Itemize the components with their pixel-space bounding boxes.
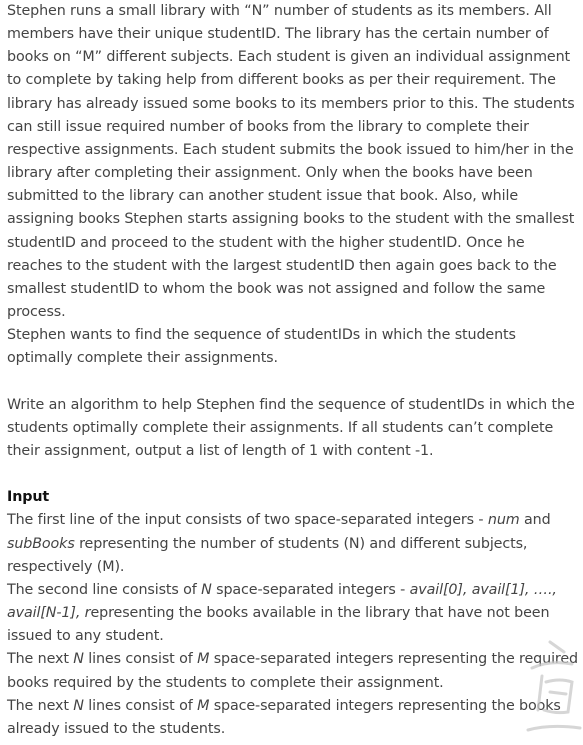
- variable: M: [197, 651, 210, 668]
- text: space-separated integers representing the books already issued to the students.: [7, 697, 561, 737]
- text: and: [519, 512, 551, 529]
- text: space-separated integers -: [211, 581, 410, 598]
- input-line-1: [7, 509, 581, 578]
- variable: N: [201, 581, 212, 598]
- variable: N: [73, 651, 84, 668]
- input-line-2: [7, 579, 581, 648]
- spacer: [7, 463, 581, 486]
- intro-paragraph-2: Stephen wants to find the sequence of studentIDs in which the students optimally complete their assignments.: [7, 327, 516, 367]
- variable: num: [487, 512, 520, 529]
- input-line-3: [7, 648, 581, 694]
- text: representing the number of students (N) and different subjects, respectively (M).: [7, 535, 528, 575]
- variable: N: [73, 697, 84, 714]
- text: lines consist of: [83, 651, 198, 668]
- text: The next: [7, 697, 74, 714]
- text: epresenting the books available in the library that have not been issued to any student.: [7, 605, 550, 645]
- input-heading: Input: [7, 489, 50, 506]
- spacer: [7, 371, 581, 394]
- problem-statement: [7, 0, 581, 741]
- variable: M: [197, 697, 210, 714]
- task-paragraph: Write an algorithm to help Stephen find the sequence of studentIDs in which the students optimally complete their assignments. If all students can’t complete their assignment, output a list of length of 1 with content -1.: [7, 396, 575, 459]
- text: space-separated integers representing the required books required by the students to complete their assignment.: [7, 651, 578, 691]
- text: lines consist of: [83, 697, 198, 714]
- text: The first line of the input consists of two space-separated integers -: [7, 512, 488, 529]
- variable: avail[0], avail[1], …., avail[N-1], r: [7, 581, 557, 622]
- variable: subBooks: [7, 535, 75, 552]
- input-line-4: [7, 695, 581, 741]
- text: The second line consists of: [7, 581, 202, 598]
- intro-paragraph-1: Stephen runs a small library with “N” number of students as its members. All members have their unique studentID. The library has the certain number of books on “M” different subjects. Each student is given an individual assignment to complete by taking help from different books as per their requirement. The library has already issued some books to its members prior to this. The students can still issue required number of books from the library to complete their respective assignments. Each student submits the book issued to him/her in the library after completing their assignment. Only when the books have been submitted to the library can another student issue that book. Also, while assigning books Stephen starts assigning books to the student with the smallest studentID and proceed to the student with the higher studentID. Once he reaches to the student with the largest studentID then again goes back to the smallest studentID to whom the book was not assigned and follow the same process.: [7, 3, 575, 321]
- text: The next: [7, 651, 74, 668]
